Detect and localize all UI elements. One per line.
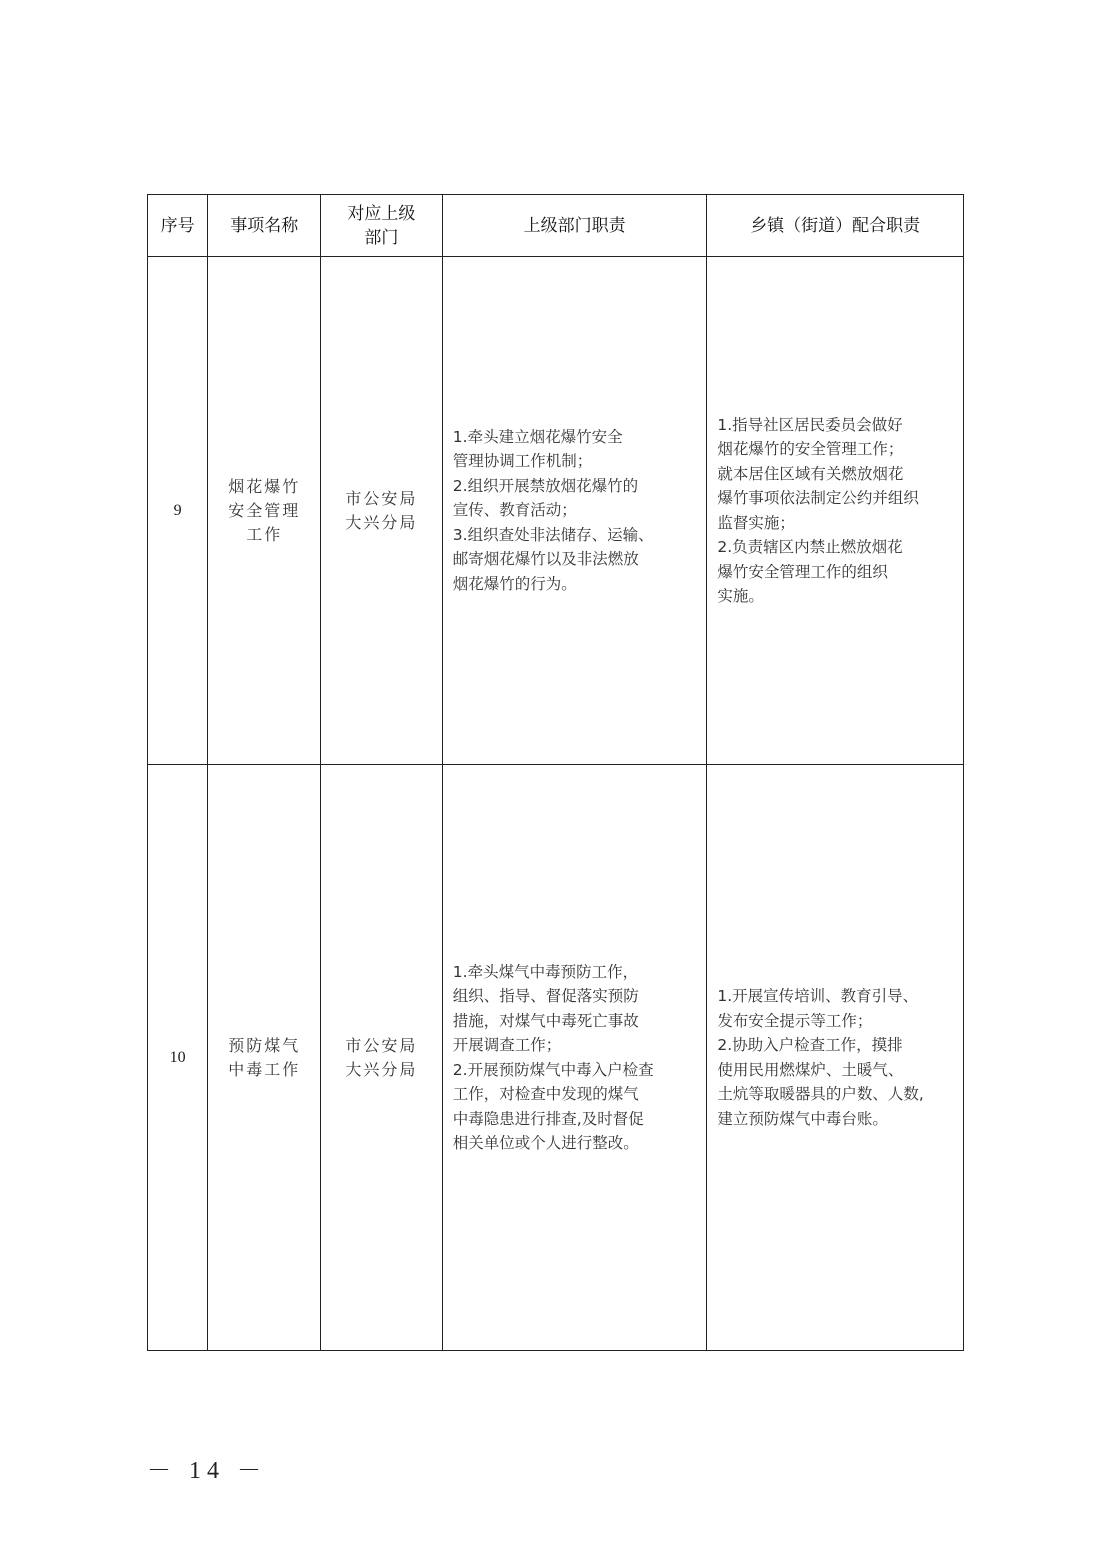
duty-line: 2.协助入户检查工作，摸排 (717, 1036, 903, 1054)
department-line: 市公安局 (345, 488, 418, 508)
header-department-line1: 对应上级 (347, 203, 416, 224)
table-row (148, 257, 964, 765)
duty-line: 1.牵头建立烟花爆竹安全 (452, 427, 623, 446)
table-header-row (148, 195, 964, 257)
name-line: 中毒工作 (228, 1059, 301, 1079)
duty-line: 中毒隐患进行排查,及时督促 (452, 1109, 644, 1128)
row-index: 10 (148, 765, 208, 1351)
name-line: 安全管理 (228, 500, 301, 520)
duty-line: 宣传、教育活动； (452, 501, 577, 520)
row-township-duties (707, 257, 964, 765)
page-number: － 14 － (147, 1458, 267, 1484)
row-township-duties (707, 765, 964, 1351)
duty-line: 工作，对检查中发现的煤气 (452, 1085, 639, 1103)
duty-line: 1.指导社区居民委员会做好 (717, 415, 903, 434)
duty-line: 1.开展宣传培训、教育引导、 (717, 987, 919, 1005)
duty-line: 土炕等取暖器具的户数、人数, (717, 1085, 924, 1103)
duty-line: 烟花爆竹的安全管理工作； (717, 440, 904, 458)
name-line: 预防煤气 (228, 1035, 301, 1055)
duty-line: 爆竹事项依法制定公约并组织 (717, 489, 919, 507)
department-line: 大兴分局 (345, 512, 418, 532)
duty-line: 烟花爆竹的行为。 (452, 574, 577, 593)
duty-line: 2.组织开展禁放烟花爆竹的 (452, 476, 639, 495)
duty-line: 2.开展预防煤气中毒入户检查 (452, 1060, 654, 1079)
table-row (148, 765, 964, 1351)
duty-line: 措施，对煤气中毒死亡事故 (452, 1011, 639, 1030)
header-township-duties: 乡镇（街道）配合职责 (707, 195, 964, 257)
duty-line: 开展调查工作； (452, 1036, 562, 1054)
duty-line: 邮寄烟花爆竹以及非法燃放 (452, 550, 639, 569)
duty-line: 2.负责辖区内禁止燃放烟花 (717, 538, 903, 556)
header-index: 序号 (148, 195, 208, 257)
row-index: 9 (148, 257, 208, 765)
duty-line: 使用民用燃煤炉、土暖气、 (717, 1060, 904, 1079)
header-department-line2: 部门 (364, 227, 399, 248)
name-line: 工作 (246, 524, 283, 544)
row-item-name (208, 257, 321, 765)
duty-line: 发布安全提示等工作； (717, 1011, 873, 1030)
duty-line: 3.组织查处非法储存、运输、 (452, 525, 654, 544)
duty-line: 爆竹安全管理工作的组织 (717, 562, 888, 581)
duty-line: 就本居住区域有关燃放烟花 (717, 464, 904, 483)
duty-line: 相关单位或个人进行整改。 (452, 1134, 639, 1152)
row-superior-duties (442, 257, 707, 765)
header-superior-duties: 上级部门职责 (442, 195, 707, 257)
name-line: 烟花爆竹 (228, 476, 301, 496)
duty-line: 实施。 (717, 587, 764, 605)
duty-line: 管理协调工作机制； (452, 452, 593, 471)
header-item-name: 事项名称 (208, 195, 321, 257)
department-line: 市公安局 (345, 1035, 418, 1055)
duty-line: 组织、指导、督促落实预防 (452, 987, 639, 1005)
duty-table (147, 194, 964, 1351)
row-department (321, 257, 443, 765)
row-department (321, 765, 443, 1351)
row-item-name (208, 765, 321, 1351)
row-superior-duties (442, 765, 707, 1351)
department-line: 大兴分局 (345, 1059, 418, 1079)
duty-line: 1.牵头煤气中毒预防工作， (452, 962, 639, 981)
duty-line: 建立预防煤气中毒台账。 (717, 1109, 888, 1128)
header-department (321, 195, 443, 257)
duty-line: 监督实施； (717, 513, 795, 532)
